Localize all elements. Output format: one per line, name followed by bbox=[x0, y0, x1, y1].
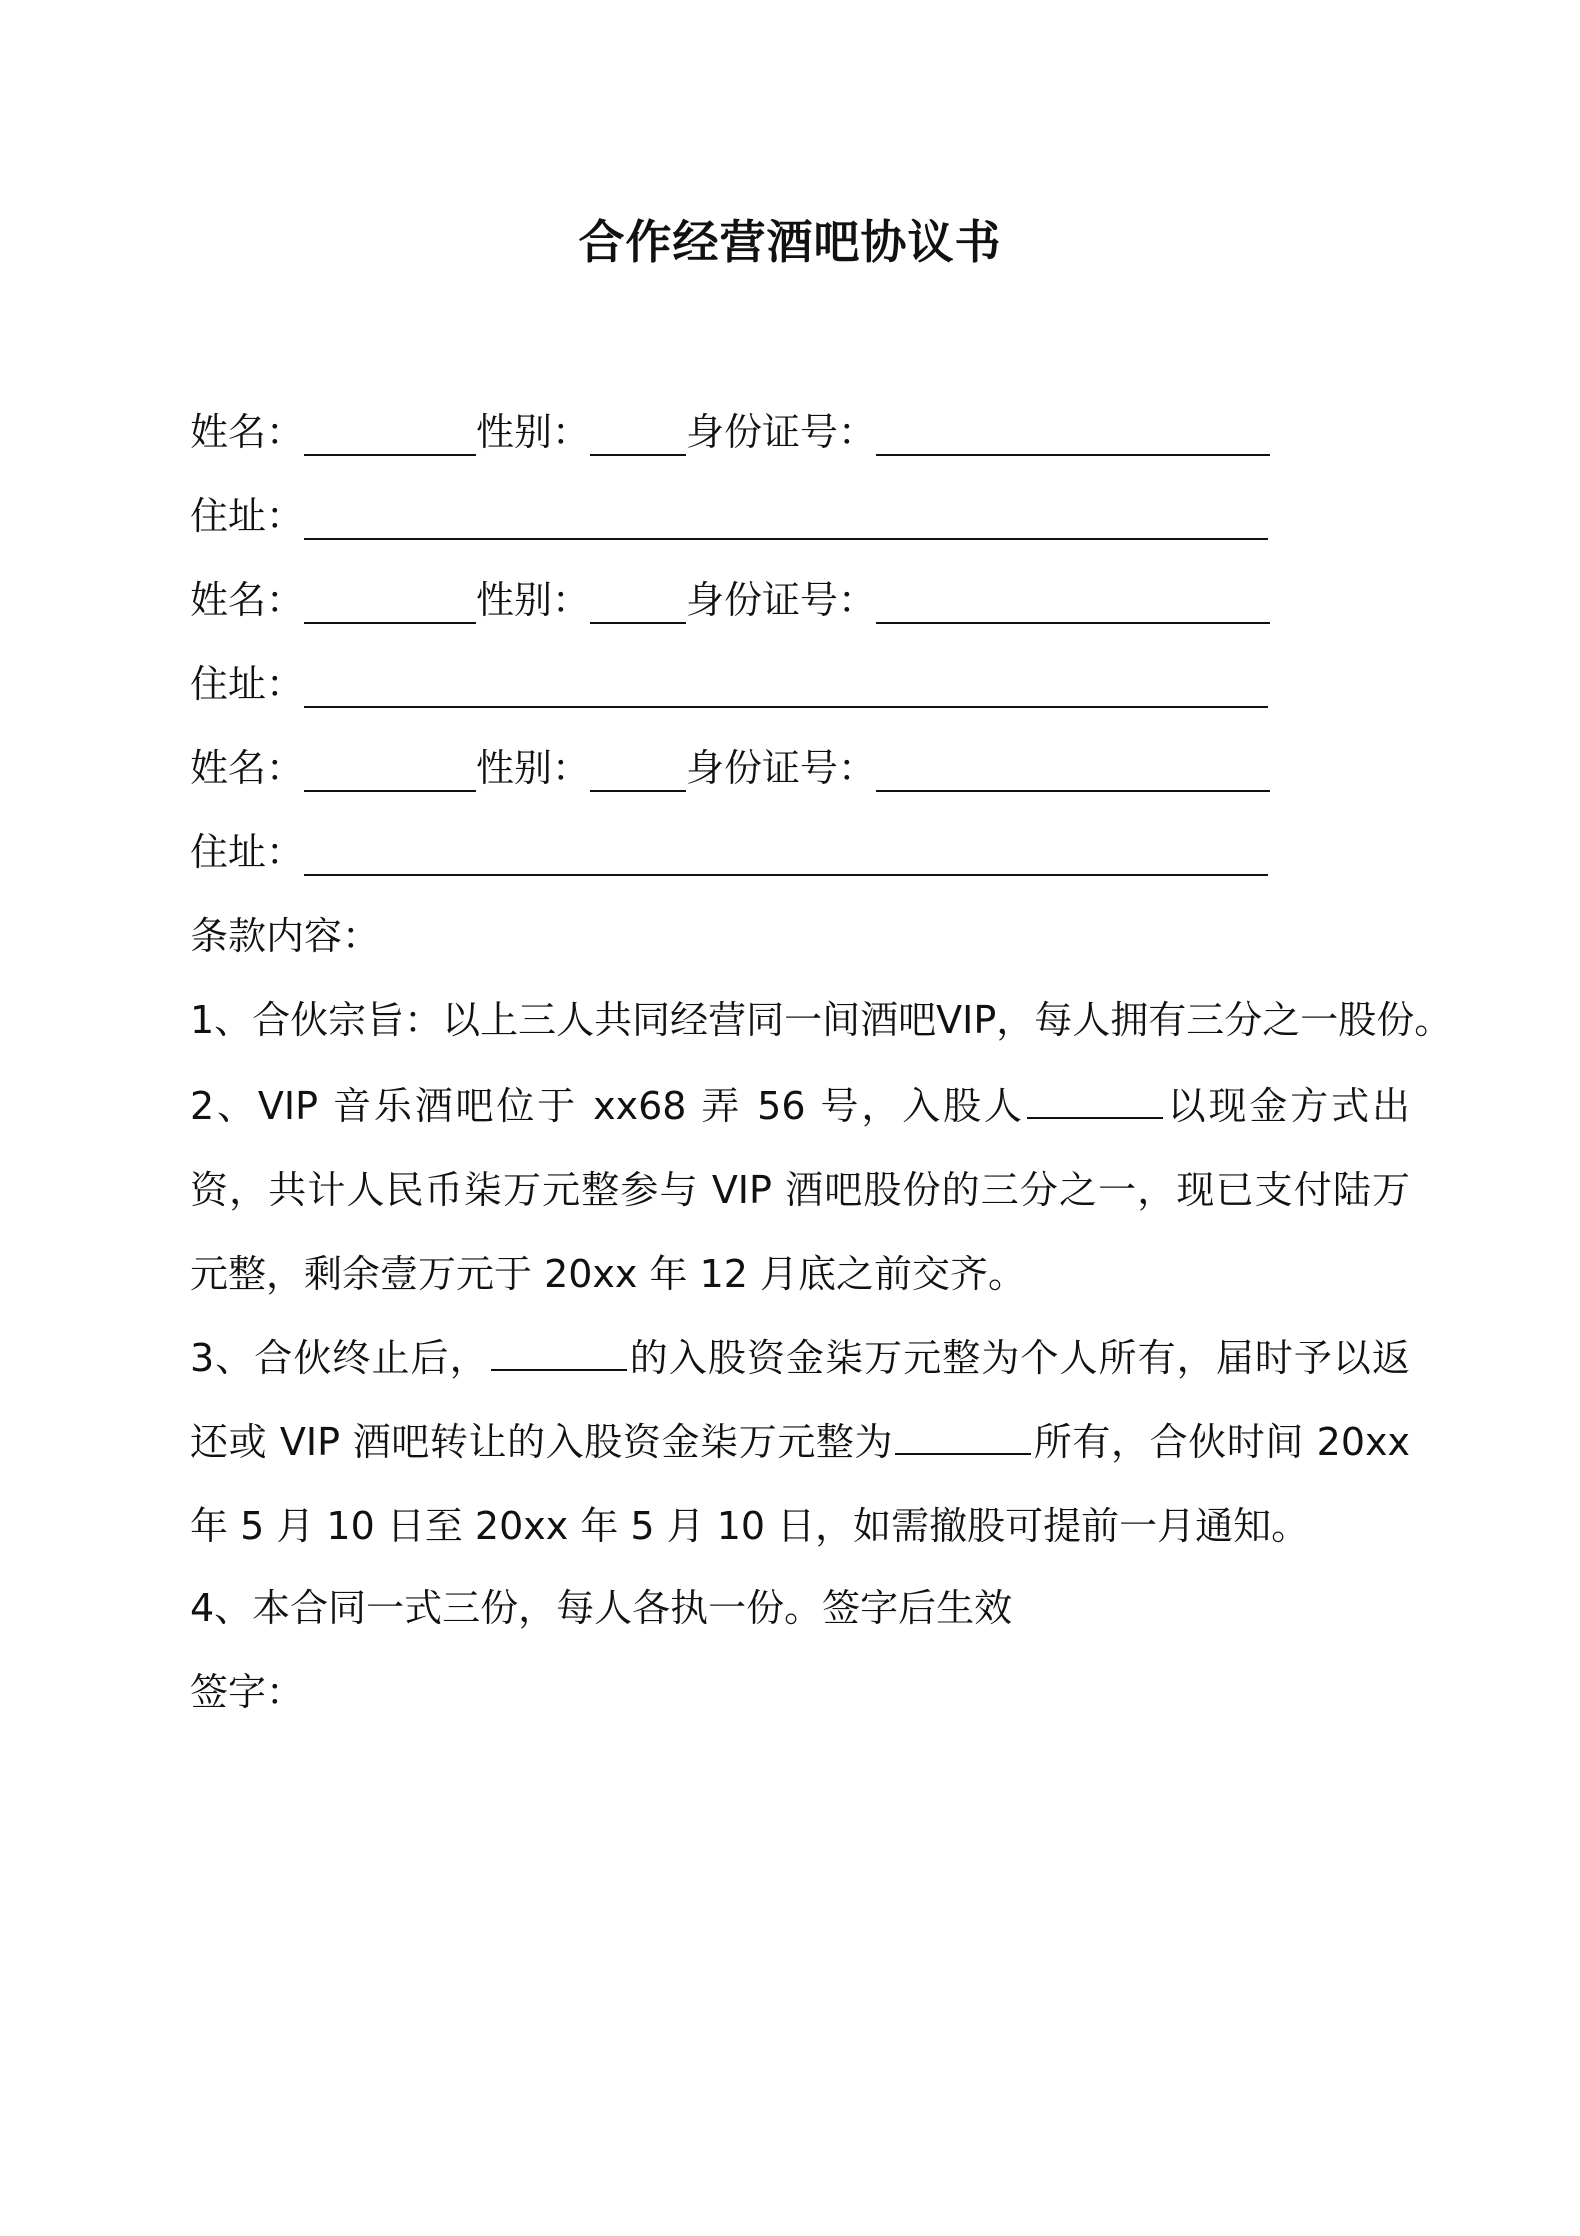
gender-blank[interactable] bbox=[590, 576, 686, 624]
name-blank[interactable] bbox=[304, 744, 476, 792]
clause-2-text-a: 2、VIP 音乐酒吧位于 xx68 弄 56 号，入股人 bbox=[190, 1084, 1025, 1128]
gender-label: 性别： bbox=[476, 746, 591, 790]
name-blank[interactable] bbox=[304, 408, 476, 456]
id-number-blank[interactable] bbox=[876, 576, 1270, 624]
gender-label: 性别： bbox=[476, 578, 591, 622]
clause-3-text-b: 的入股资金柒万元整为个人所有，届时予以返还或 VIP 酒吧转让的入股资金柒万元整为 bbox=[190, 1336, 1410, 1464]
id-number-blank[interactable] bbox=[876, 408, 1270, 456]
name-blank[interactable] bbox=[304, 576, 476, 624]
clause-3-text-c: 所有，合伙时间 20xx 年 5 月 10 日至 20xx 年 5 月 10 日，如需撤股可提前一月通知。 bbox=[190, 1420, 1410, 1548]
signature-label: 签字： bbox=[190, 1670, 305, 1714]
gender-blank[interactable] bbox=[590, 744, 686, 792]
clause-2 bbox=[190, 1064, 1410, 1316]
document-title: 合作经营酒吧协议书 bbox=[578, 215, 1002, 269]
id-number-label: 身份证号： bbox=[686, 746, 877, 790]
clause-1: 1、合伙宗旨：以上三人共同经营同一间酒吧VIP，每人拥有三分之一股份。 bbox=[190, 998, 1453, 1042]
address-blank[interactable] bbox=[304, 492, 1268, 540]
id-number-blank[interactable] bbox=[876, 744, 1270, 792]
party-1-address-row bbox=[190, 486, 1268, 546]
shareholder-blank-2[interactable] bbox=[895, 1409, 1031, 1455]
party-2-info-row bbox=[190, 570, 1270, 630]
party-2-address-row bbox=[190, 654, 1268, 714]
clause-3-text-a: 3、合伙终止后， bbox=[190, 1336, 489, 1380]
clause-4: 4、本合同一式三份，每人各执一份。签字后生效 bbox=[190, 1586, 1013, 1630]
address-blank[interactable] bbox=[304, 828, 1268, 876]
party-1-info-row bbox=[190, 402, 1270, 462]
gender-label: 性别： bbox=[476, 410, 591, 454]
address-label: 住址： bbox=[190, 662, 305, 706]
shareholder-blank-1[interactable] bbox=[491, 1325, 627, 1371]
party-3-info-row bbox=[190, 738, 1270, 798]
name-label: 姓名： bbox=[190, 746, 305, 790]
investor-blank[interactable] bbox=[1027, 1073, 1163, 1119]
address-label: 住址： bbox=[190, 494, 305, 538]
id-number-label: 身份证号： bbox=[686, 410, 877, 454]
clause-3 bbox=[190, 1316, 1410, 1568]
party-3-address-row bbox=[190, 822, 1268, 882]
address-blank[interactable] bbox=[304, 660, 1268, 708]
address-label: 住址： bbox=[190, 830, 305, 874]
section-heading: 条款内容： bbox=[190, 914, 381, 958]
gender-blank[interactable] bbox=[590, 408, 686, 456]
id-number-label: 身份证号： bbox=[686, 578, 877, 622]
name-label: 姓名： bbox=[190, 410, 305, 454]
clause-2-text-b: 以现金方式出资，共计人民币柒万元整参与 VIP 酒吧股份的三分之一，现已支付陆万元整，剩余壹万元于 20xx 年 12 月底之前交齐。 bbox=[190, 1084, 1410, 1296]
name-label: 姓名： bbox=[190, 578, 305, 622]
